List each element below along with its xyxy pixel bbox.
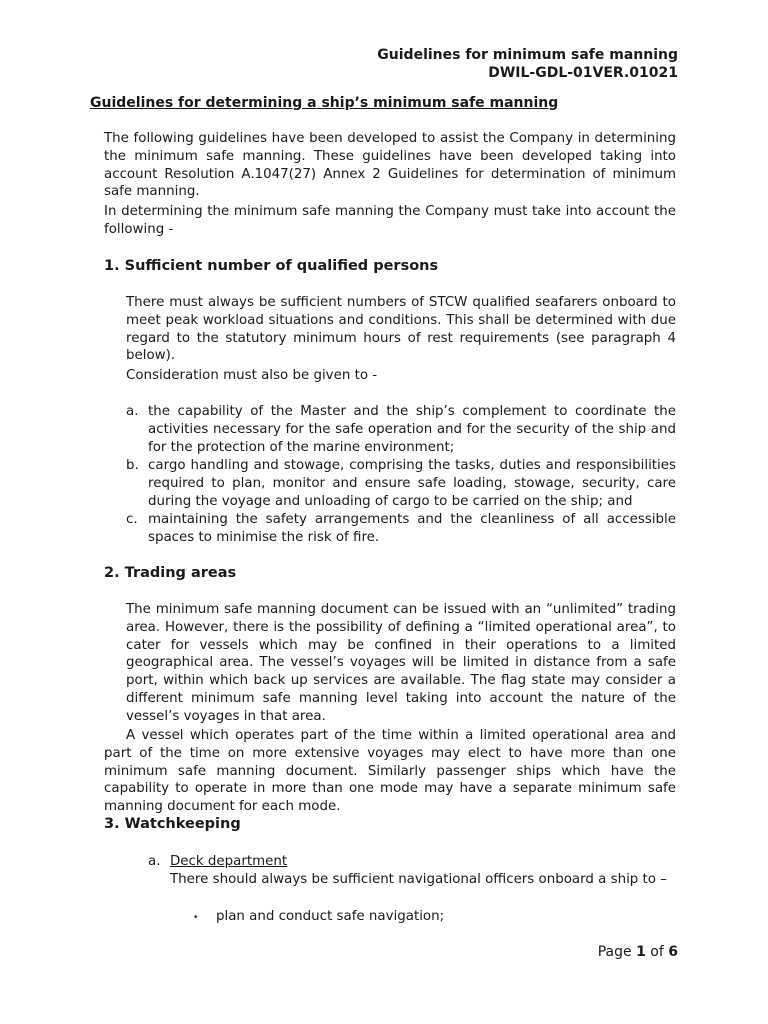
deck-department-title: Deck department	[170, 854, 288, 869]
section-1-paragraph-1: There must always be sufficient numbers of STCW qualified seafarers onboard to meet peak workload situations and conditions. This shall be determined with due regard to the statutory minimum hours of rest requirements (see paragraph 4 below).	[126, 295, 676, 364]
list-item-text: the capability of the Master and the ship’s complement to coordinate the activities necessary for the safe operation and for the security of the ship and for the protection of the marine environment;	[148, 404, 676, 455]
page-number	[598, 944, 678, 962]
list-item-text: cargo handling and stowage, comprising the tasks, duties and responsibilities required to plan, monitor and ensure safe loading, stowage, security, care during the voyage and unloading of cargo to be carried on the ship; and	[148, 458, 676, 509]
list-item-b	[126, 457, 676, 510]
section-1-paragraph-2: Consideration must also be given to -	[126, 368, 378, 383]
page-label: Page	[597, 944, 632, 960]
current-page: 1	[636, 944, 646, 960]
intro-paragraph-2: In determining the minimum safe manning the Company must take into account the following -	[104, 204, 676, 237]
intro-paragraph-1: The following guidelines have been developed to assist the Company in determining the minimum safe manning. These guidelines have been developed taking into account Resolution A.1047(27) Annex 2 Guidelines for determination of minimum safe manning.	[104, 131, 676, 200]
bullet-item	[193, 908, 445, 928]
section-3-heading: 3. Watchkeeping	[104, 816, 241, 832]
list-marker: a.	[148, 854, 161, 869]
list-item-c	[126, 511, 676, 547]
section-2-paragraph-1: The minimum safe manning document can be issued with an “unlimited” trading area. However, there is the possibility of defining a “limited operational area”, to cater for vessels which may be confined in their operations to a limited geographical area. The vessel’s voyages will be limited in distance from a safe port, within which back up services are available. The flag state may consider a different minimum safe manning level taking into account the nature of the vessel’s voyages in that area.	[126, 602, 676, 724]
bullet-text: plan and conduct safe navigation;	[216, 909, 445, 924]
total-pages: 6	[668, 944, 678, 960]
list-marker: a.	[126, 404, 139, 419]
bullet-icon: •	[193, 913, 199, 923]
section-1-heading: 1. Sufficient number of qualified persons	[104, 258, 439, 274]
header-title: Guidelines for minimum safe manning	[377, 47, 678, 63]
of-label: of	[650, 944, 664, 960]
list-marker: b.	[126, 458, 139, 473]
list-item-a	[126, 403, 676, 456]
deck-department-text: There should always be sufficient navigational officers onboard a ship to –	[170, 872, 667, 887]
section-2-heading: 2. Trading areas	[104, 565, 237, 581]
document-header	[377, 46, 678, 82]
document-title: Guidelines for determining a ship’s minimum safe manning	[90, 95, 559, 111]
section-2-paragraph-2: A vessel which operates part of the time within a limited operational area and part of the time on more extensive voyages may elect to have more than one minimum safe manning document. Similarly passenger ships which have the capability to operate in more than one mode may have a separate minimum safe manning document for each mode.	[104, 728, 676, 815]
header-doc-code: DWIL-GDL-01VER.01021	[488, 65, 678, 81]
list-item-text: maintaining the safety arrangements and the cleanliness of all accessible spaces to minimise the risk of fire.	[148, 512, 676, 545]
deck-department-item	[148, 853, 288, 871]
list-marker: c.	[126, 512, 138, 527]
